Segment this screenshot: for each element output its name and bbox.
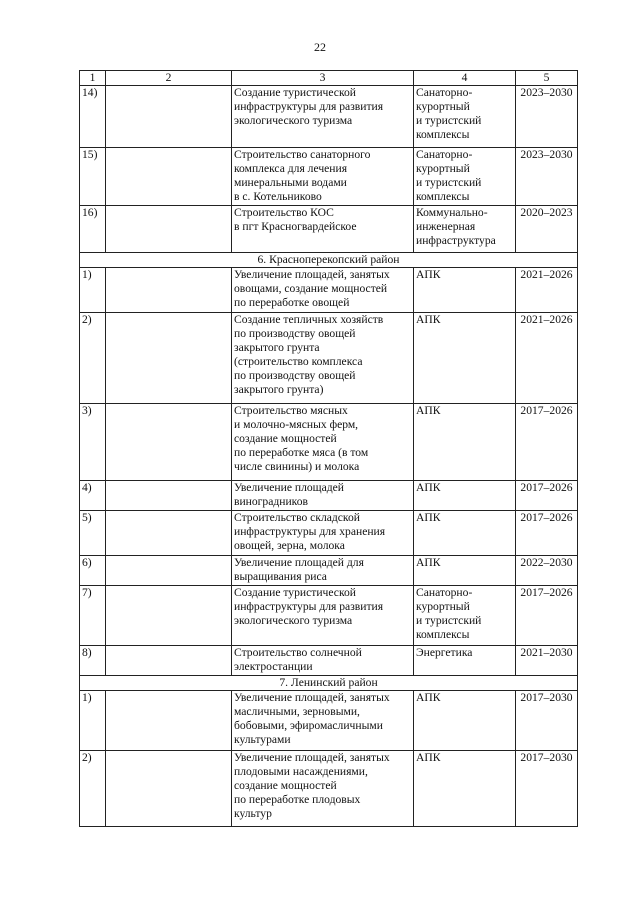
section-title: 6. Красноперекопский район xyxy=(80,253,578,268)
item-number: 6) xyxy=(80,556,106,586)
implementation-period: 2020–2023 xyxy=(516,206,578,253)
item-number: 1) xyxy=(80,691,106,751)
table-row xyxy=(80,206,578,253)
sector-name: АПК xyxy=(414,404,516,481)
table-row xyxy=(80,751,578,827)
item-number: 1) xyxy=(80,268,106,313)
item-number: 8) xyxy=(80,646,106,676)
implementation-period: 2017–2026 xyxy=(516,511,578,556)
table-row xyxy=(80,268,578,313)
project-name: Строительство мясных и молочно-мясных ферм, создание мощностей по переработке мяса (в том числе свинины) и молока xyxy=(232,404,414,481)
column-header-2: 2 xyxy=(106,71,232,86)
item-column-2 xyxy=(106,148,232,206)
table-body xyxy=(80,86,578,827)
implementation-period: 2017–2026 xyxy=(516,481,578,511)
item-column-2 xyxy=(106,268,232,313)
item-column-2 xyxy=(106,646,232,676)
table-row xyxy=(80,86,578,148)
sector-name: АПК xyxy=(414,511,516,556)
project-name: Увеличение площадей, занятых овощами, создание мощностей по переработке овощей xyxy=(232,268,414,313)
table-row xyxy=(80,404,578,481)
item-number: 2) xyxy=(80,751,106,827)
column-header-3: 3 xyxy=(232,71,414,86)
table-row xyxy=(80,586,578,646)
project-name: Увеличение площадей, занятых масличными, зерновыми, бобовыми, эфиромасличными культурами xyxy=(232,691,414,751)
sector-name: Санаторно- курортный и туристский комплексы xyxy=(414,148,516,206)
implementation-period: 2023–2030 xyxy=(516,86,578,148)
column-header-4: 4 xyxy=(414,71,516,86)
column-header-5: 5 xyxy=(516,71,578,86)
item-column-2 xyxy=(106,313,232,404)
implementation-period: 2021–2026 xyxy=(516,268,578,313)
section-row xyxy=(80,253,578,268)
item-column-2 xyxy=(106,206,232,253)
sector-name: Энергетика xyxy=(414,646,516,676)
page-number: 22 xyxy=(314,40,326,54)
table-header-row xyxy=(80,71,578,86)
sector-name: АПК xyxy=(414,751,516,827)
project-name: Создание тепличных хозяйств по производству овощей закрытого грунта (строительство комплекса по производству овощей закрытого грунта) xyxy=(232,313,414,404)
item-number: 4) xyxy=(80,481,106,511)
item-number: 2) xyxy=(80,313,106,404)
table-row xyxy=(80,148,578,206)
sector-name: АПК xyxy=(414,268,516,313)
item-column-2 xyxy=(106,404,232,481)
item-column-2 xyxy=(106,511,232,556)
item-column-2 xyxy=(106,556,232,586)
sector-name: Санаторно- курортный и туристский комплексы xyxy=(414,586,516,646)
sector-name: АПК xyxy=(414,313,516,404)
item-column-2 xyxy=(106,691,232,751)
project-name: Строительство КОС в пгт Красногвардейское xyxy=(232,206,414,253)
column-header-1: 1 xyxy=(80,71,106,86)
item-number: 14) xyxy=(80,86,106,148)
sector-name: АПК xyxy=(414,691,516,751)
table-row xyxy=(80,481,578,511)
item-number: 16) xyxy=(80,206,106,253)
item-number: 7) xyxy=(80,586,106,646)
item-number: 3) xyxy=(80,404,106,481)
item-number: 15) xyxy=(80,148,106,206)
table-row xyxy=(80,646,578,676)
project-name: Строительство складской инфраструктуры для хранения овощей, зерна, молока xyxy=(232,511,414,556)
project-name: Создание туристической инфраструктуры для развития экологического туризма xyxy=(232,86,414,148)
item-number: 5) xyxy=(80,511,106,556)
project-name: Создание туристической инфраструктуры для развития экологического туризма xyxy=(232,586,414,646)
table-row xyxy=(80,691,578,751)
project-name: Строительство солнечной электростанции xyxy=(232,646,414,676)
sector-name: Санаторно- курортный и туристский комплексы xyxy=(414,86,516,148)
implementation-period: 2022–2030 xyxy=(516,556,578,586)
section-title: 7. Ленинский район xyxy=(80,676,578,691)
table-row xyxy=(80,313,578,404)
item-column-2 xyxy=(106,86,232,148)
section-row xyxy=(80,676,578,691)
sector-name: Коммунально- инженерная инфраструктура xyxy=(414,206,516,253)
projects-table xyxy=(79,70,578,827)
table-row xyxy=(80,511,578,556)
project-name: Увеличение площадей для выращивания риса xyxy=(232,556,414,586)
implementation-period: 2017–2030 xyxy=(516,691,578,751)
sector-name: АПК xyxy=(414,481,516,511)
project-name: Увеличение площадей, занятых плодовыми насаждениями, создание мощностей по переработке плодовых культур xyxy=(232,751,414,827)
project-name: Строительство санаторного комплекса для лечения минеральными водами в с. Котельниково xyxy=(232,148,414,206)
implementation-period: 2021–2026 xyxy=(516,313,578,404)
project-name: Увеличение площадей виноградников xyxy=(232,481,414,511)
item-column-2 xyxy=(106,586,232,646)
implementation-period: 2021–2030 xyxy=(516,646,578,676)
implementation-period: 2017–2030 xyxy=(516,751,578,827)
implementation-period: 2017–2026 xyxy=(516,586,578,646)
implementation-period: 2023–2030 xyxy=(516,148,578,206)
sector-name: АПК xyxy=(414,556,516,586)
implementation-period: 2017–2026 xyxy=(516,404,578,481)
item-column-2 xyxy=(106,751,232,827)
table-row xyxy=(80,556,578,586)
item-column-2 xyxy=(106,481,232,511)
